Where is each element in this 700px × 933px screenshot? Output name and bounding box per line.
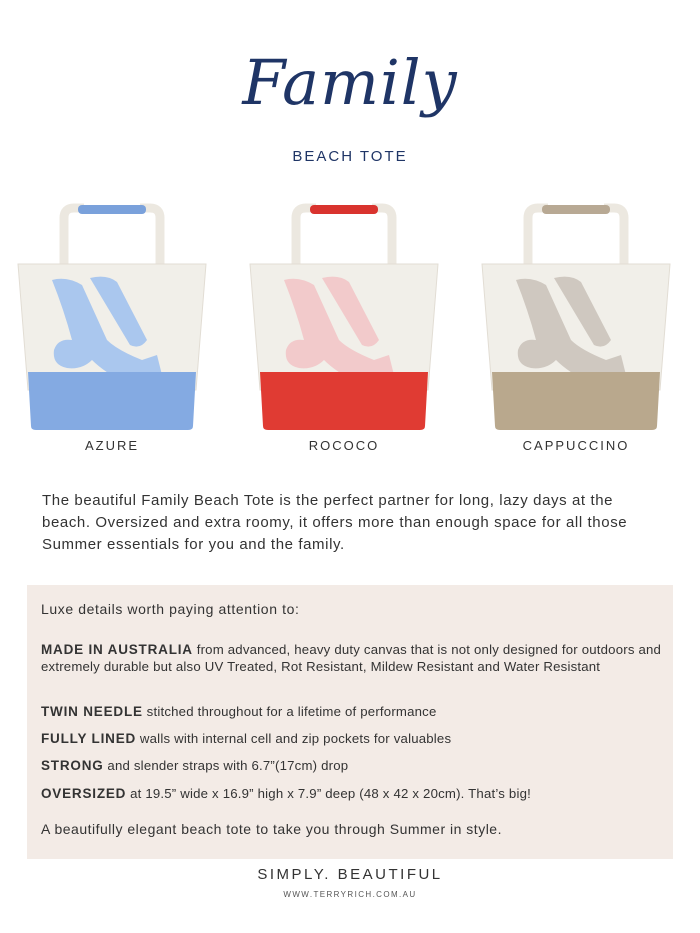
intro-paragraph: The beautiful Family Beach Tote is the perfect partner for long, lazy days at the beach. Oversized and extra roomy, it offers more than enough space for all those Summer essentials for you and the family. <box>42 492 628 553</box>
feature-key: MADE IN AUSTRALIA <box>41 642 193 657</box>
feature-fully-lined <box>41 730 666 747</box>
feature-strong <box>41 757 666 774</box>
feature-twin-needle <box>41 703 666 720</box>
feature-oversized <box>41 785 666 802</box>
feature-text: at 19.5” wide x 16.9” high x 7.9” deep (48 x 42 x 20cm). That’s big! <box>126 786 531 801</box>
product-name: ROCOCO <box>308 438 380 453</box>
feature-key: OVERSIZED <box>41 786 127 801</box>
feature-text: from advanced, heavy duty canvas that is not only designed for outdoors and extremely durable but also UV Treated, Rot Resistant, Mildew Resistant and Water Resistant <box>41 642 662 674</box>
feature-text: and slender straps with 6.7”(17cm) drop <box>103 758 349 773</box>
feature-key: TWIN NEEDLE <box>41 704 143 719</box>
tote-bag-image-rococo <box>244 190 444 435</box>
tote-bag-image-azure <box>12 190 212 435</box>
details-heading: Luxe details worth paying attention to: <box>41 601 300 617</box>
product-azure[interactable] <box>12 190 212 460</box>
tote-bag-image-cappuccino <box>476 190 676 435</box>
product-cappuccino[interactable] <box>476 190 676 460</box>
brand-title: Family <box>242 46 458 119</box>
feature-text: walls with internal cell and zip pockets for valuables <box>136 731 452 746</box>
website-link[interactable]: WWW.TERRYRICH.COM.AU <box>283 890 417 899</box>
feature-key: STRONG <box>41 758 104 773</box>
closing-line: A beautifully elegant beach tote to take you through Summer in style. <box>41 821 502 837</box>
product-gallery <box>0 190 700 460</box>
product-subtitle: BEACH TOTE <box>292 148 408 165</box>
tagline: SIMPLY. BEAUTIFUL <box>257 866 443 883</box>
details-panel <box>27 585 673 859</box>
feature-key: FULLY LINED <box>41 731 137 746</box>
feature-text: stitched throughout for a lifetime of performance <box>142 704 437 719</box>
product-rococo[interactable] <box>244 190 444 460</box>
feature-made-in-australia <box>41 641 666 675</box>
product-name: AZURE <box>84 438 140 453</box>
product-name: CAPPUCCINO <box>522 438 630 453</box>
